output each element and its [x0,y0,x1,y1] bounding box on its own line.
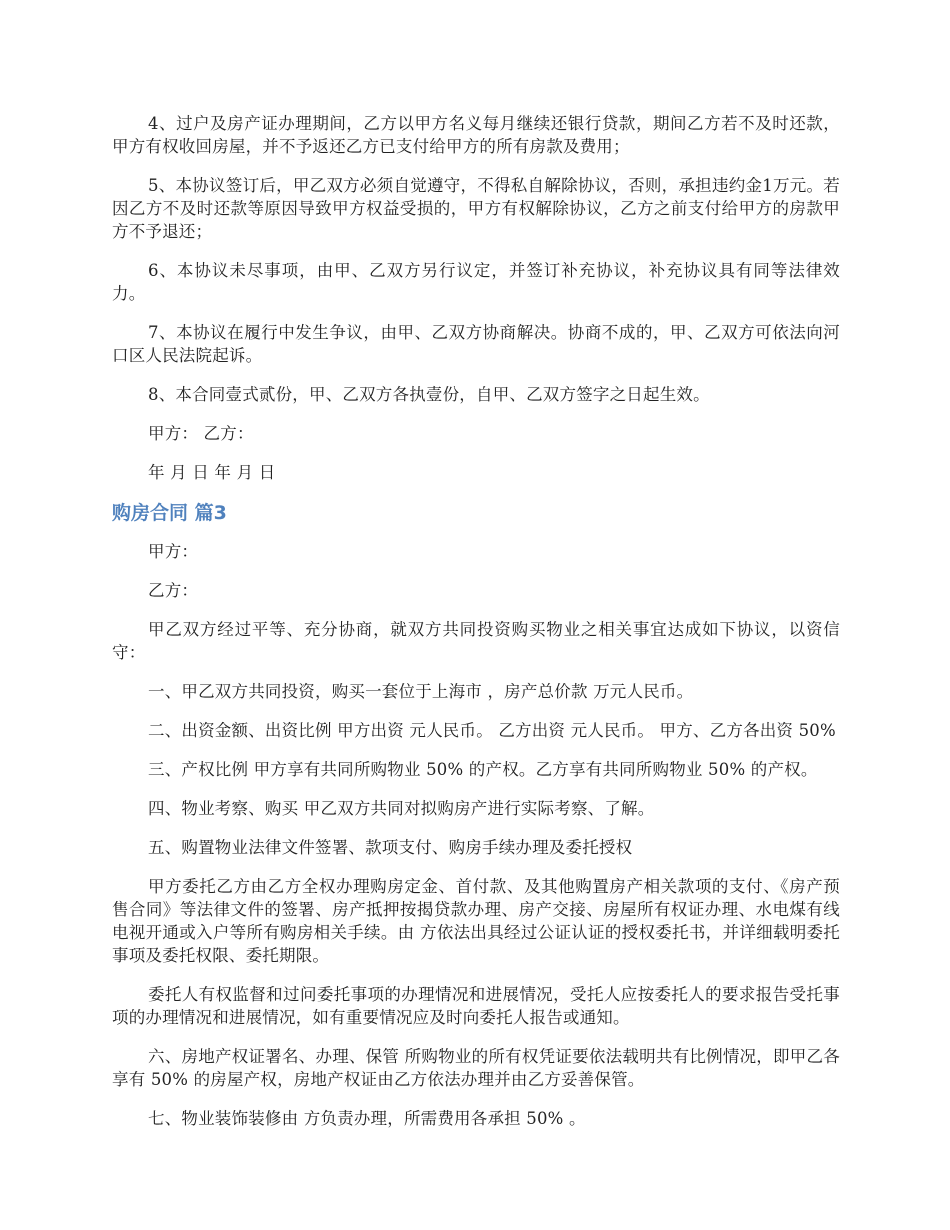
clause-paragraph: 一、甲乙双方共同投资，购买一套位于上海市 ，房产总价款 万元人民币。 [148,682,694,701]
clause-paragraph: 四、物业考察、购买 甲乙双方共同对拟购房产进行实际考察、了解。 [148,799,655,818]
intro-paragraph: 甲乙双方经过平等、充分协商，就双方共同投资购买物业之相关事宜达成如下协议，以资信守： [112,620,840,662]
clause-paragraph: 二、出资金额、出资比例 甲方出资 元人民币。 乙方出资 元人民币。 甲方、乙方各出资 50% [148,721,836,740]
clause-paragraph: 4、过户及房产证办理期间，乙方以甲方名义每月继续还银行贷款，期间乙方若不及时还款，甲方有权收回房屋，并不予返还乙方已支付给甲方的所有房款及费用； [112,114,840,156]
clause-paragraph: 五、购置物业法律文件签署、款项支付、购房手续办理及委托授权 [148,838,633,857]
section-heading: 购房合同 篇3 [112,502,227,524]
clause-paragraph: 8、本合同壹式贰份，甲、乙双方各执壹份，自甲、乙双方签字之日起生效。 [148,385,710,404]
clause-paragraph: 甲方委托乙方由乙方全权办理购房定金、首付款、及其他购置房产相关款项的支付、《房产预售合同》等法律文件的签署、房产抵押按揭贷款办理、房产交接、房屋所有权证办理、水电煤有线电视开通或入户等所有购房相关手续。由 方依法出具经过公证认证的授权委托书，并详细载明委托事项及委托权限、委托期限。 [112,877,840,965]
document-page [112,112,840,1146]
party-b-line: 乙方： [148,581,199,600]
clause-paragraph: 七、物业装饰装修由 方负责办理，所需费用各承担 50% 。 [148,1109,586,1128]
clause-paragraph: 三、产权比例 甲方享有共同所购物业 50% 的产权。乙方享有共同所购物业 50% 的产权。 [148,760,818,779]
clause-paragraph: 5、本协议签订后，甲乙双方必须自觉遵守，不得私自解除协议，否则，承担违约金1万元。若因乙方不及时还款等原因导致甲方权益受损的，甲方有权解除协议，乙方之前支付给甲方的房款甲方不予退还； [112,176,840,241]
clause-paragraph: 7、本协议在履行中发生争议，由甲、乙双方协商解决。协商不成的，甲、乙双方可依法向河口区人民法院起诉。 [112,323,840,365]
clause-paragraph: 6、本协议未尽事项，由甲、乙双方另行议定，并签订补充协议，补充协议具有同等法律效力。 [112,261,840,303]
signature-line: 甲方： 乙方： [148,424,254,443]
clause-paragraph: 六、房地产权证署名、办理、保管 所购物业的所有权凭证要依法载明共有比例情况，即甲乙各享有 50% 的房屋产权，房地产权证由乙方依法办理并由乙方妥善保管。 [112,1047,840,1089]
party-a-line: 甲方： [148,542,199,561]
clause-paragraph: 委托人有权监督和过问委托事项的办理情况和进展情况，受托人应按委托人的要求报告受托事项的办理情况和进展情况，如有重要情况应及时向委托人报告或通知。 [112,985,840,1027]
date-line: 年 月 日 年 月 日 [148,463,276,482]
